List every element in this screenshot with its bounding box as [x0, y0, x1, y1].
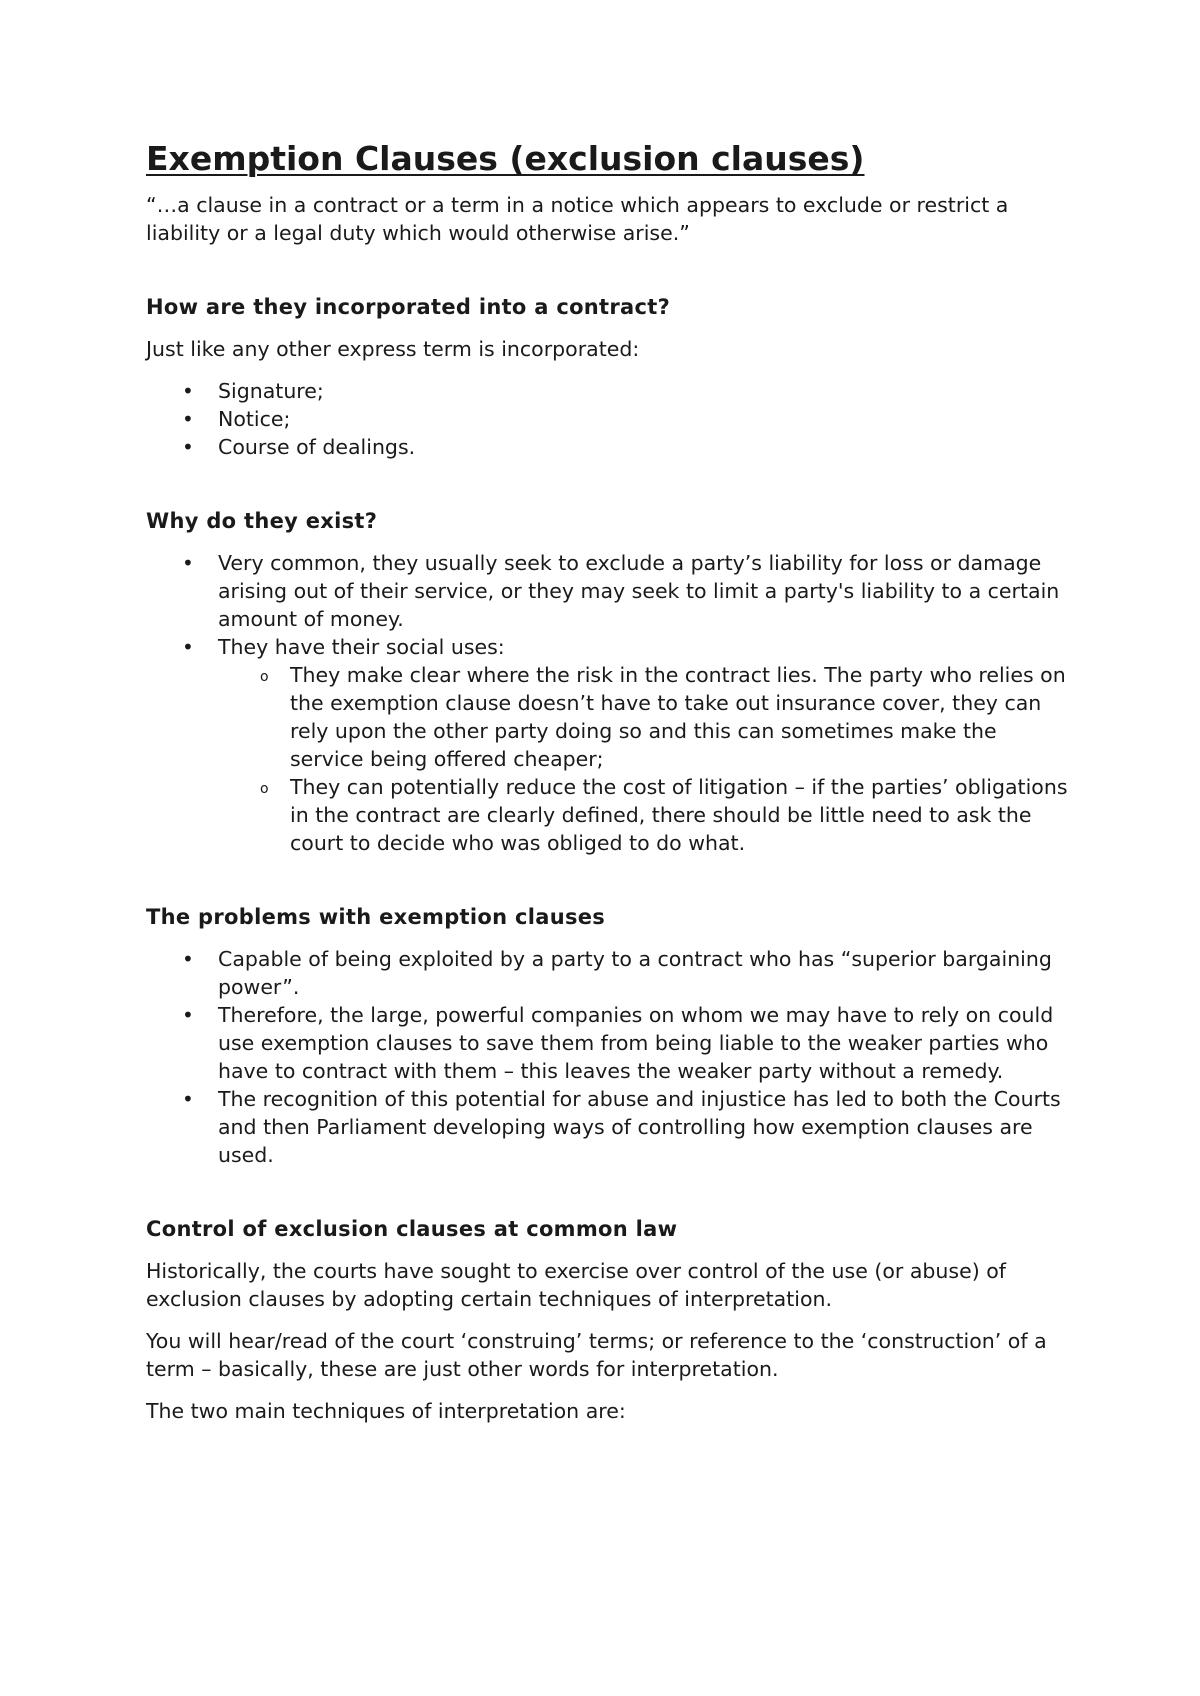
list-item: • Therefore, the large, powerful companies on whom we may have to rely on could use exemption clauses to save them from being liable to the weaker parties who have to contract with them – this leaves the weaker party without a remedy. [146, 1001, 1076, 1085]
control-paragraph: The two main techniques of interpretation are: [146, 1398, 626, 1423]
heading-incorporation: How are they incorporated into a contract? [146, 294, 671, 319]
spacer [146, 857, 1076, 903]
heading-problems: The problems with exemption clauses [146, 904, 606, 929]
control-paragraph: You will hear/read of the court ‘construing’ terms; or reference to the ‘construction’ of a term – basically, these are just other words for interpretation. [146, 1328, 1047, 1381]
heading-purpose: Why do they exist? [146, 508, 378, 533]
definition-quote: “…a clause in a contract or a term in a notice which appears to exclude or restrict a liability or a legal duty which would otherwise arise.” [146, 192, 1009, 245]
document-page [146, 138, 1076, 1439]
spacer [146, 1169, 1076, 1215]
problems-list [146, 945, 1076, 1169]
incorporation-intro: Just like any other express term is incorporated: [146, 336, 640, 361]
list-item: • The recognition of this potential for abuse and injustice has led to both the Courts and then Parliament developing ways of controlling how exemption clauses are used. [146, 1085, 1076, 1169]
incorporation-list [146, 377, 1076, 461]
list-item: • Capable of being exploited by a party to a contract who has “superior bargaining power”. [146, 945, 1076, 1001]
purpose-sublist [218, 661, 1076, 857]
heading-control: Control of exclusion clauses at common law [146, 1216, 678, 1241]
list-item [146, 633, 1076, 857]
list-item-text: They have their social uses: [218, 634, 505, 659]
list-item: • Signature; [146, 377, 1076, 405]
sublist-item: o They can potentially reduce the cost of litigation – if the parties’ obligations in the contract are clearly defined, there should be little need to ask the court to decide who was obliged to do what. [218, 773, 1076, 857]
spacer [146, 461, 1076, 507]
purpose-list [146, 549, 1076, 857]
sublist-item: o They make clear where the risk in the contract lies. The party who relies on the exemption clause doesn’t have to take out insurance cover, they can rely upon the other party doing so and this can sometimes make the service being offered cheaper; [218, 661, 1076, 773]
control-paragraph: Historically, the courts have sought to exercise over control of the use (or abuse) of exclusion clauses by adopting certain techniques of interpretation. [146, 1258, 1006, 1311]
page-title: Exemption Clauses (exclusion clauses) [146, 139, 865, 178]
list-item: • Very common, they usually seek to exclude a party’s liability for loss or damage arising out of their service, or they may seek to limit a party's liability to a certain amount of money. [146, 549, 1076, 633]
list-item: • Course of dealings. [146, 433, 1076, 461]
list-item: • Notice; [146, 405, 1076, 433]
